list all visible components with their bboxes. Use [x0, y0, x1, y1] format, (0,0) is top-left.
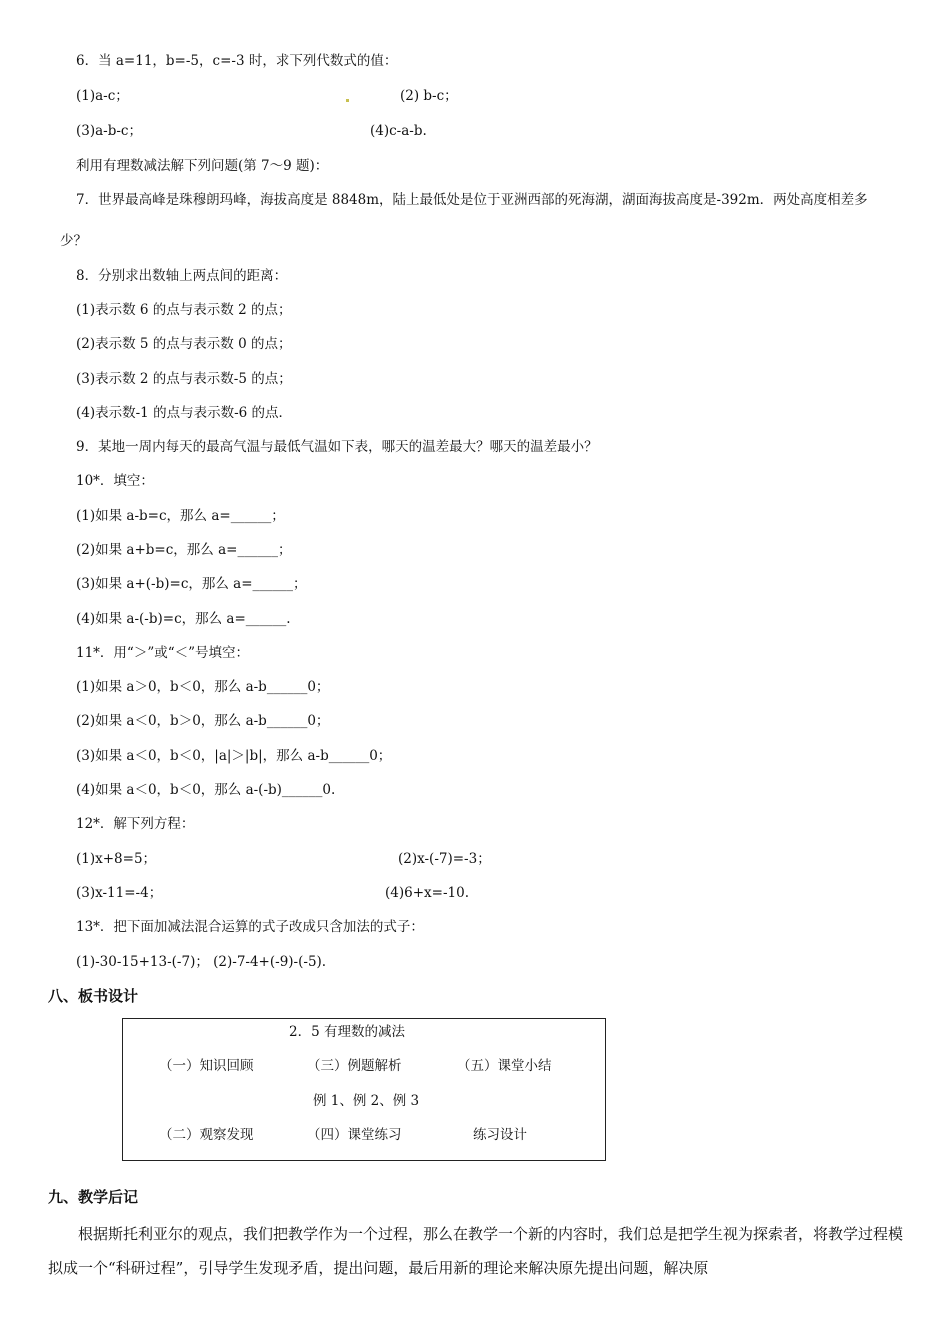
q9: 9．某地一周内每天的最高气温与最低气温如下表，哪天的温差最大？哪天的温差最小？ [76, 439, 598, 455]
q12-part2: (2)x-(-7)=-3； [398, 851, 491, 867]
q6-stem: 6．当 a=11，b=-5，c=-3 时，求下列代数式的值： [76, 53, 398, 69]
q8-item: (4)表示数-1 的点与表示数-6 的点． [76, 405, 293, 421]
q6-part4: (4)c-a-b. [370, 123, 427, 139]
q10-item: (4)如果 a-(-b)=c，那么 a=______. [76, 611, 291, 627]
q12-part1: (1)x+8=5； [76, 851, 157, 867]
q12-stem: 12*．解下列方程： [76, 816, 195, 832]
board-title: 2．5 有理数的减法 [289, 1024, 405, 1040]
q6-part1: (1)a-c； [76, 88, 129, 104]
q11-item: (3)如果 a＜0，b＜0，|a|＞|b|，那么 a-b______0； [76, 748, 392, 764]
blackboard-design-box [122, 1018, 606, 1161]
q8-item: (2)表示数 5 的点与表示数 0 的点； [76, 336, 292, 352]
section-8-heading: 八、板书设计 [48, 987, 139, 1005]
q11-item: (1)如果 a＞0，b＜0，那么 a-b______0； [76, 679, 330, 695]
section-9-paragraph: 根据斯托利亚尔的观点，我们把教学作为一个过程，那么在教学一个新的内容时，我们总是把学生视为探索者，将教学过程模拟成一个“科研过程”，引导学生发现矛盾，提出问题，最后用新的理论来解决原先提出问题，解决原 [48, 1225, 904, 1277]
q10-item: (3)如果 a+(-b)=c，那么 a=______； [76, 576, 307, 592]
q10-item: (1)如果 a-b=c，那么 a=______； [76, 508, 285, 524]
q12-part3: (3)x-11=-4； [76, 885, 163, 901]
q11-stem: 11*．用“＞”或“＜”号填空： [76, 645, 250, 661]
q11-item: (4)如果 a＜0，b＜0，那么 a-(-b)______0. [76, 782, 336, 798]
speck [346, 99, 349, 102]
q10-item: (2)如果 a+b=c，那么 a=______； [76, 542, 292, 558]
board-item-1: （一）知识回顾 [159, 1058, 254, 1074]
board-item-6: 练习设计 [473, 1127, 527, 1143]
q7-line2: 少？ [60, 233, 87, 249]
q10-stem: 10*．填空： [76, 473, 154, 489]
q7-line1: 7．世界最高峰是珠穆朗玛峰，海拔高度是 8848m，陆上最低处是位于亚洲西部的死海湖，湖面海拔高度是-392m．两处高度相差多 [76, 192, 868, 208]
board-item-5: （五）课堂小结 [457, 1058, 552, 1074]
board-item-4: （四）课堂练习 [307, 1127, 402, 1143]
q13-stem: 13*．把下面加减法混合运算的式子改成只含加法的式子： [76, 919, 424, 935]
q6-part3: (3)a-b-c； [76, 123, 142, 139]
section-9-heading: 九、教学后记 [48, 1188, 139, 1206]
board-item-3: （三）例题解析 [307, 1058, 402, 1074]
q8-item: (1)表示数 6 的点与表示数 2 的点； [76, 302, 292, 318]
q11-item: (2)如果 a＜0，b＞0，那么 a-b______0； [76, 713, 330, 729]
q8-stem: 8．分别求出数轴上两点间的距离： [76, 268, 288, 284]
q13-items: (1)-30-15+13-(-7)； (2)-7-4+(-9)-(-5). [76, 954, 327, 970]
q8-item: (3)表示数 2 的点与表示数-5 的点； [76, 371, 292, 387]
intro-7-9: 利用有理数减法解下列问题(第 7～9 题)： [76, 158, 329, 174]
board-item-2: （二）观察发现 [159, 1127, 254, 1143]
q6-part2: (2) b-c； [400, 88, 458, 104]
q12-part4: (4)6+x=-10. [385, 885, 469, 901]
board-examples: 例 1、例 2、例 3 [313, 1093, 420, 1109]
